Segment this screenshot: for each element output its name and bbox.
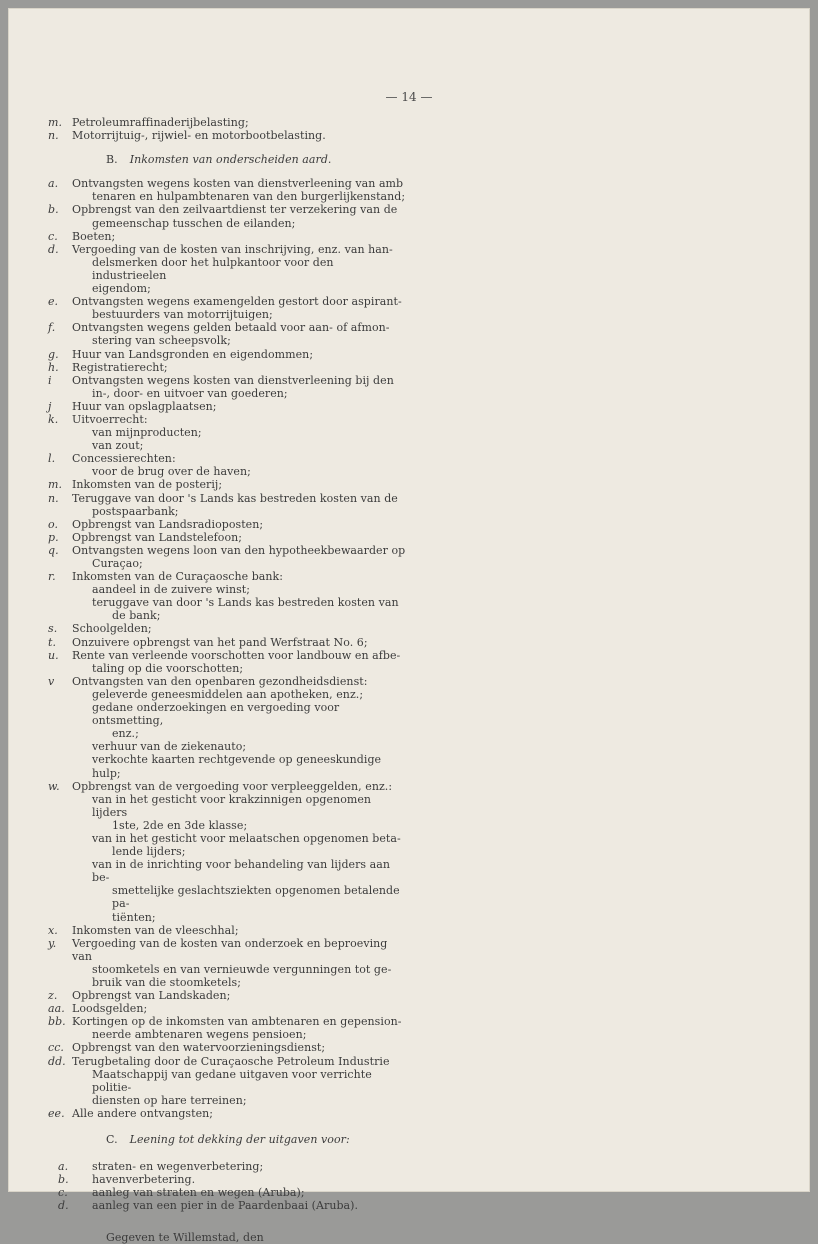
sub-item-line: van mijnproducten; xyxy=(92,426,202,440)
item-text-line: Curaçao; xyxy=(92,557,143,570)
list-item xyxy=(48,636,408,649)
list-item xyxy=(48,544,408,570)
item-text-line: bruik van die stoomketels; xyxy=(92,976,241,989)
sub-item-line: verkochte kaarten rechtgevende op geneeskundige hulp; xyxy=(92,753,382,780)
item-text-line: Rente van verleende voorschotten voor landbouw en afbe- xyxy=(72,648,401,662)
item-text-line: Maatschappij van gedane uitgaven voor verrichte politie- xyxy=(92,1067,372,1094)
list-item xyxy=(48,230,408,243)
item-text-line: havenverbetering. xyxy=(92,1173,196,1187)
item-letter: z. xyxy=(48,989,58,1003)
list-item xyxy=(48,1055,408,1107)
item-letter: a. xyxy=(58,1160,69,1174)
sub-item-line: tiënten; xyxy=(112,910,156,924)
item-letter: n. xyxy=(48,129,59,143)
item-text-line: Opbrengst van Landskaden; xyxy=(72,989,231,1003)
item-text-line: Inkomsten van de posterij; xyxy=(72,478,223,492)
document-page xyxy=(8,8,810,1244)
sub-item-line: voor de brug over de haven; xyxy=(92,465,251,479)
item-text-line: Huur van opslagplaatsen; xyxy=(72,399,217,413)
item-text-line: Uitvoerrecht: xyxy=(72,412,148,426)
item-text-line: postspaarbank; xyxy=(92,504,179,518)
list-item xyxy=(48,531,408,544)
sub-item-line: aandeel in de zuivere winst; xyxy=(92,583,250,597)
list-item xyxy=(48,622,408,635)
item-text-line: Vergoeding van de kosten van onderzoek en beproeving van xyxy=(72,936,388,963)
item-text-line: Ontvangsten wegens kosten van dienstverleening van amb xyxy=(72,177,404,191)
list-item xyxy=(58,1160,408,1173)
item-text-line: stoomketels en van vernieuwde vergunningen tot ge- xyxy=(92,962,392,976)
section-c-title: Leening tot dekking der uitgaven voor: xyxy=(129,1133,350,1147)
list-item xyxy=(48,452,408,478)
list-item xyxy=(48,129,408,142)
item-text-line: Ontvangsten wegens kosten van dienstverleening bij den xyxy=(72,373,394,387)
item-letter: r. xyxy=(48,570,56,584)
item-letter: s. xyxy=(48,622,58,636)
sub-item-line: teruggave van door 's Lands kas bestreden kosten van xyxy=(92,596,399,610)
list-item xyxy=(48,675,408,780)
item-letter: l. xyxy=(48,452,56,466)
item-letter: b. xyxy=(58,1173,69,1187)
sub-item-line: enz.; xyxy=(112,727,139,741)
item-text-line: Schoolgelden; xyxy=(72,622,152,636)
item-text-line: Vergoeding van de kosten van inschrijving, enz. van han- xyxy=(72,242,393,256)
item-letter: e. xyxy=(48,295,59,309)
list-item xyxy=(48,321,408,347)
item-text-line: aanleg van een pier in de Paardenbaai (Aruba). xyxy=(92,1199,359,1213)
list-item xyxy=(48,177,408,203)
item-letter: d. xyxy=(58,1199,69,1213)
item-text-line: Inkomsten van de vleeschhal; xyxy=(72,923,239,937)
sub-item-line: de bank; xyxy=(112,609,161,623)
document-body xyxy=(48,116,408,1244)
item-text-line: stering van scheepsvolk; xyxy=(92,334,231,348)
item-text-line: Alle andere ontvangsten; xyxy=(72,1106,214,1120)
item-text-line: Opbrengst van den zeilvaartdienst ter verzekering van de xyxy=(72,203,398,217)
section-b-title: Inkomsten van onderscheiden aard. xyxy=(129,153,332,167)
item-text-line: Boeten; xyxy=(72,229,116,243)
item-text-line: Kortingen op de inkomsten van ambtenaren en gepension- xyxy=(72,1015,402,1029)
page-number: — 14 — xyxy=(385,90,433,104)
item-letter: u. xyxy=(48,648,59,662)
list-item xyxy=(48,1041,408,1054)
closing-line: Gegeven te Willemstad, den xyxy=(106,1230,264,1244)
section-b-label: B. xyxy=(106,153,118,167)
item-letter: bb. xyxy=(48,1015,66,1029)
list-item xyxy=(48,243,408,295)
sub-item-line: smettelijke geslachtsziekten opgenomen betalende pa- xyxy=(112,884,400,911)
section-c-label: C. xyxy=(106,1133,118,1147)
item-text-line: Concessierechten: xyxy=(72,452,176,466)
item-letter: i xyxy=(48,373,52,387)
item-letter: m. xyxy=(48,478,63,492)
item-text-line: Terugbetaling door de Curaçaosche Petroleum Industrie xyxy=(72,1054,390,1068)
section-b-heading xyxy=(106,153,408,166)
list-item xyxy=(48,478,408,491)
sub-item-line: van in de inrichting voor behandeling van lijders aan be- xyxy=(92,858,390,885)
list-a xyxy=(48,116,408,142)
list-item xyxy=(48,1107,408,1120)
list-item xyxy=(48,1015,408,1041)
sub-item-line: lende lijders; xyxy=(112,845,186,859)
list-item xyxy=(48,649,408,675)
list-item xyxy=(48,413,408,452)
item-letter: o. xyxy=(48,517,59,531)
item-text-line: Huur van Landsgronden en eigendommen; xyxy=(72,347,314,361)
item-letter: p. xyxy=(48,530,59,544)
item-letter: f. xyxy=(48,321,56,335)
list-item xyxy=(58,1186,408,1199)
item-letter: h. xyxy=(48,360,59,374)
item-letter: w. xyxy=(48,779,60,793)
item-text-line: diensten op hare terreinen; xyxy=(92,1093,247,1107)
item-letter: dd. xyxy=(48,1054,66,1068)
list-item xyxy=(48,361,408,374)
sub-item-line: gedane onderzoekingen en vergoeding voor ontsmetting, xyxy=(92,701,340,728)
item-text-line: Petroleumraffinaderijbelasting; xyxy=(72,116,249,129)
item-letter: b. xyxy=(48,203,59,217)
section-c-heading xyxy=(106,1133,408,1146)
list-item xyxy=(48,937,408,989)
item-letter: y. xyxy=(48,936,57,950)
list-item xyxy=(48,492,408,518)
item-letter: m. xyxy=(48,116,63,129)
item-letter: d. xyxy=(48,242,59,256)
item-text-line: Teruggave van door 's Lands kas bestreden kosten van de xyxy=(72,491,398,505)
item-letter: n. xyxy=(48,491,59,505)
item-text-line: Ontvangsten wegens gelden betaald voor aan- of afmon- xyxy=(72,321,390,335)
list-item xyxy=(48,1002,408,1015)
item-letter: c. xyxy=(48,229,58,243)
item-letter: x. xyxy=(48,923,58,937)
item-text-line: neerde ambtenaren wegens pensioen; xyxy=(92,1028,307,1042)
item-text-line: Ontvangsten wegens loon van den hypotheekbewaarder op xyxy=(72,543,406,557)
list-item xyxy=(48,203,408,229)
item-text-line: Opbrengst van den watervoorzieningsdienst; xyxy=(72,1041,326,1055)
item-text-line: taling op die voorschotten; xyxy=(92,661,244,675)
list-item xyxy=(48,295,408,321)
list-item xyxy=(48,348,408,361)
item-text-line: Registratierecht; xyxy=(72,360,168,374)
item-text-line: in-, door- en uitvoer van goederen; xyxy=(92,386,288,400)
item-text-line: eigendom; xyxy=(92,282,151,296)
list-item xyxy=(48,570,408,622)
item-letter: aa. xyxy=(48,1002,65,1016)
sub-item-line: van zout; xyxy=(92,439,144,453)
item-letter: ee. xyxy=(48,1106,65,1120)
item-letter: v xyxy=(48,674,55,688)
item-text-line: Inkomsten van de Curaçaosche bank: xyxy=(72,570,284,584)
item-letter: a. xyxy=(48,177,59,191)
item-text-line: Motorrijtuig-, rijwiel- en motorbootbelasting. xyxy=(72,129,326,143)
item-text-line: aanleg van straten en wegen (Aruba); xyxy=(92,1186,305,1200)
item-text-line: tenaren en hulpambtenaren van den burgerlijkenstand; xyxy=(92,190,406,204)
item-text-line: Ontvangsten wegens examengelden gestort door aspirant- xyxy=(72,295,402,309)
item-letter: t. xyxy=(48,635,57,649)
item-letter: g. xyxy=(48,347,59,361)
sub-item-line: van in het gesticht voor krakzinnigen opgenomen lijders xyxy=(92,792,372,819)
list-b xyxy=(48,177,408,1120)
item-letter: k. xyxy=(48,412,59,426)
item-letter: j xyxy=(48,399,52,413)
item-text-line: delsmerken door het hulpkantoor voor den industrieelen xyxy=(92,255,334,282)
list-item xyxy=(48,374,408,400)
item-text-line: Opbrengst van Landstelefoon; xyxy=(72,530,243,544)
list-item xyxy=(48,780,408,924)
item-letter: c. xyxy=(58,1186,68,1200)
item-text-line: gemeenschap tusschen de eilanden; xyxy=(92,216,296,230)
list-c xyxy=(48,1160,408,1212)
item-text-line: Opbrengst van Landsradioposten; xyxy=(72,517,264,531)
list-item xyxy=(58,1199,408,1212)
sub-item-line: geleverde geneesmiddelen aan apotheken, enz.; xyxy=(92,687,364,701)
item-text-line: Loodsgelden; xyxy=(72,1002,148,1016)
item-text-line: bestuurders van motorrijtuigen; xyxy=(92,308,273,322)
sub-item-line: 1ste, 2de en 3de klasse; xyxy=(112,818,248,832)
list-item xyxy=(48,989,408,1002)
list-item xyxy=(48,924,408,937)
item-letter: q. xyxy=(48,543,59,557)
item-text-line: Ontvangsten van den openbaren gezondheidsdienst: xyxy=(72,674,368,688)
item-letter: cc. xyxy=(48,1041,64,1055)
sub-item-line: verhuur van de ziekenauto; xyxy=(92,740,247,754)
list-item xyxy=(48,116,408,129)
sub-item-line: van in het gesticht voor melaatschen opgenomen beta- xyxy=(92,831,401,845)
list-item xyxy=(48,518,408,531)
list-item xyxy=(58,1173,408,1186)
item-text-line: Opbrengst van de vergoeding voor verpleeggelden, enz.: xyxy=(72,779,393,793)
item-text-line: Onzuivere opbrengst van het pand Werfstraat No. 6; xyxy=(72,635,368,649)
list-item xyxy=(48,400,408,413)
item-text-line: straten- en wegenverbetering; xyxy=(92,1160,264,1174)
